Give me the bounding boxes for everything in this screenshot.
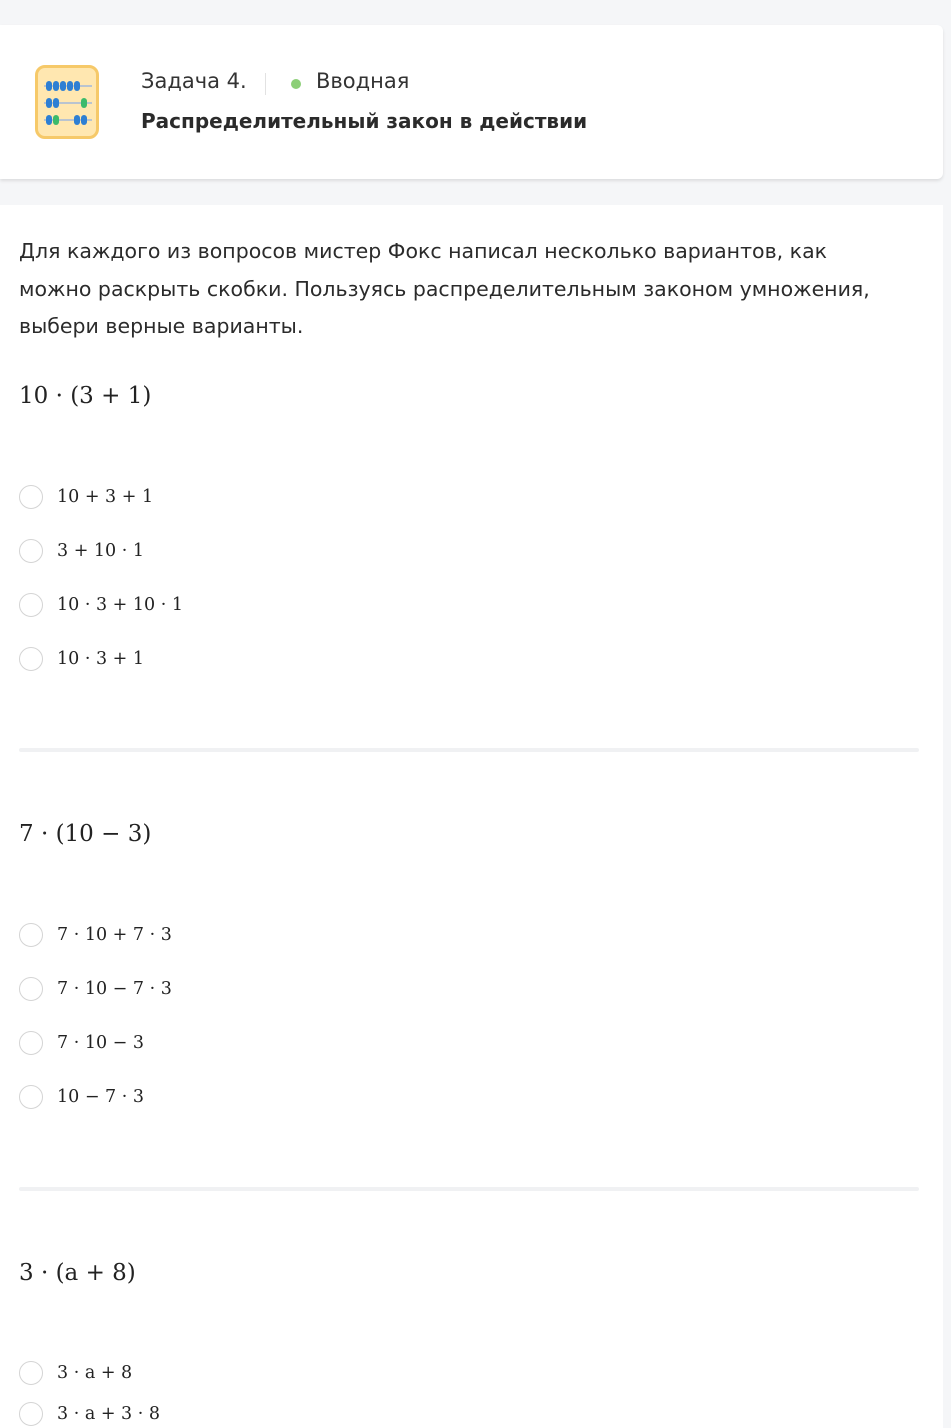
answer-option[interactable]	[19, 645, 144, 673]
radio-button[interactable]	[19, 485, 43, 509]
task-title: Распределительный закон в действии	[141, 109, 588, 133]
radio-button[interactable]	[19, 539, 43, 563]
answer-option[interactable]	[19, 483, 153, 511]
header-divider	[265, 73, 266, 95]
question-expression: 10 · (3 + 1)	[19, 383, 152, 409]
answer-option-label: 3 · a + 8	[57, 1363, 133, 1383]
answer-option-label: 10 + 3 + 1	[57, 487, 154, 507]
question-expression: 3 · (a + 8)	[19, 1260, 136, 1286]
answer-option-label: 3 · a + 3 · 8	[57, 1404, 161, 1424]
level-status-dot	[291, 79, 301, 89]
task-header	[0, 25, 943, 179]
task-instructions: Для каждого из вопросов мистер Фокс написал несколько вариантов, как можно раскрыть скобки. Пользуясь распределительным законом умножения, выбери верные варианты.	[19, 239, 870, 338]
radio-button[interactable]	[19, 1402, 43, 1426]
answer-option-label: 7 · 10 − 7 · 3	[57, 979, 172, 999]
radio-button[interactable]	[19, 923, 43, 947]
radio-button[interactable]	[19, 647, 43, 671]
level-label: Вводная	[316, 69, 410, 93]
answer-option[interactable]	[19, 1359, 132, 1387]
answer-option-label: 10 · 3 + 10 · 1	[57, 595, 183, 615]
answer-option[interactable]	[19, 921, 172, 949]
answer-option-label: 10 · 3 + 1	[57, 649, 145, 669]
answer-option[interactable]	[19, 975, 172, 1003]
answer-option[interactable]	[19, 591, 183, 619]
answer-option[interactable]	[19, 1029, 144, 1057]
section-divider	[19, 1187, 919, 1191]
answer-option[interactable]	[19, 537, 144, 565]
answer-option-label: 3 + 10 · 1	[57, 541, 145, 561]
task-number: Задача 4.	[141, 69, 247, 93]
radio-button[interactable]	[19, 1361, 43, 1385]
question-expression: 7 · (10 − 3)	[19, 821, 152, 847]
radio-button[interactable]	[19, 1085, 43, 1109]
answer-option[interactable]	[19, 1083, 144, 1111]
answer-option-label: 7 · 10 − 3	[57, 1033, 145, 1053]
radio-button[interactable]	[19, 1031, 43, 1055]
radio-button[interactable]	[19, 977, 43, 1001]
answer-option-label: 7 · 10 + 7 · 3	[57, 925, 172, 945]
abacus-icon	[35, 65, 99, 139]
answer-option-label: 10 − 7 · 3	[57, 1087, 145, 1107]
task-content	[0, 205, 943, 1428]
section-divider	[19, 748, 919, 752]
radio-button[interactable]	[19, 593, 43, 617]
answer-option[interactable]	[19, 1400, 160, 1428]
